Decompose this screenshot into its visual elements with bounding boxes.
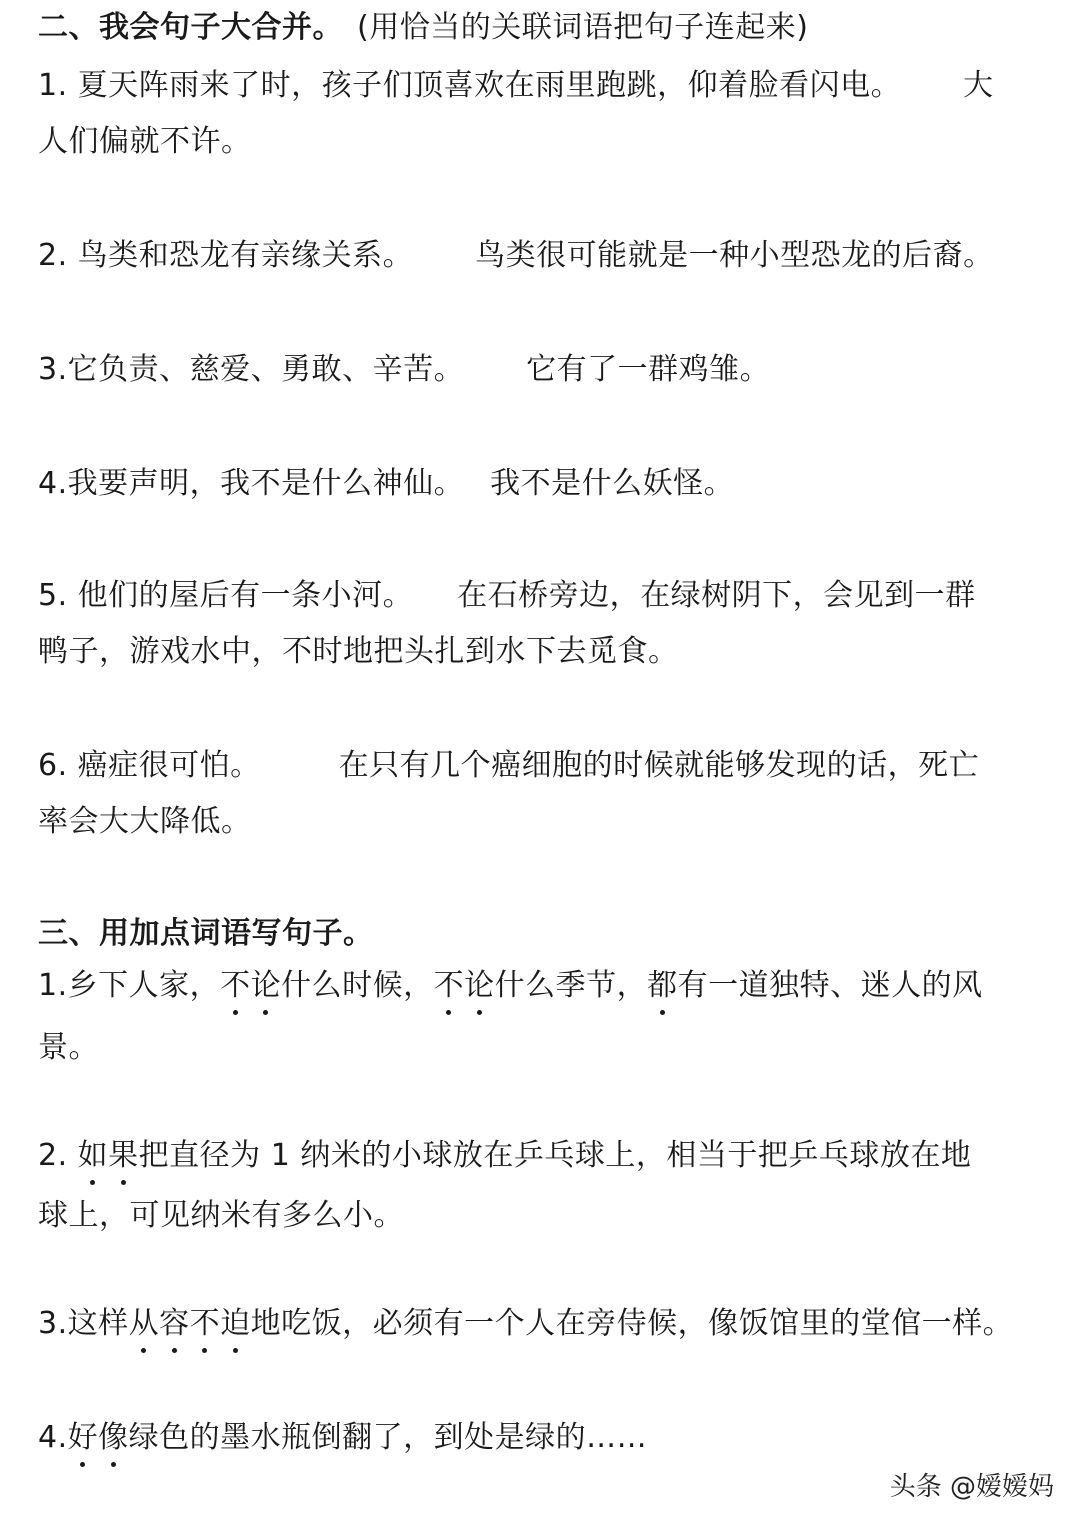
merge-item-1-sentence-b-end: 人们偏就不许。 bbox=[38, 124, 252, 159]
merge-item-2 bbox=[38, 236, 994, 276]
merge-item-5-sentence-a: 5. 他们的屋后有一条小河。 bbox=[38, 578, 414, 613]
merge-item-6-line-1 bbox=[38, 746, 979, 786]
section-3-heading bbox=[38, 914, 374, 954]
emphasis-dot-char: 论 bbox=[251, 966, 282, 1006]
section-2-instruction: (用恰当的关联词语把句子连起来) bbox=[357, 10, 809, 45]
merge-item-5-sentence-b-end: 鸭子，游戏水中，不时地把头扎到水下去觅食。 bbox=[38, 634, 679, 669]
emphasis-dot-char: 像 bbox=[98, 1418, 129, 1458]
emphasis-dot-char: 论 bbox=[464, 966, 495, 1006]
emphasis-dot-char: 迫 bbox=[220, 1304, 251, 1344]
merge-item-5-sentence-b-start: 在石桥旁边，在绿树阴下，会见到一群 bbox=[457, 578, 976, 613]
section-2-heading bbox=[38, 8, 808, 48]
dotted-word-bulun-1 bbox=[220, 968, 281, 1003]
dotted-item-4-number: 4. bbox=[38, 1420, 68, 1455]
merge-item-5-line-1 bbox=[38, 576, 976, 616]
merge-item-1-line-1 bbox=[38, 66, 994, 106]
emphasis-dot-char: 如 bbox=[78, 1136, 109, 1176]
merge-item-3 bbox=[38, 350, 770, 390]
emphasis-dot-char: 果 bbox=[108, 1136, 139, 1176]
merge-item-4-sentence-b: 我不是什么妖怪。 bbox=[490, 466, 735, 501]
dotted-item-4 bbox=[38, 1418, 647, 1458]
dotted-item-3 bbox=[38, 1304, 1013, 1344]
dotted-item-1-line-2 bbox=[38, 1028, 99, 1068]
merge-item-6-sentence-b-end: 率会大大降低。 bbox=[38, 804, 252, 839]
merge-item-6-sentence-b-start: 在只有几个癌细胞的时候就能够发现的话，死亡 bbox=[338, 748, 980, 783]
emphasis-dot-char: 好 bbox=[68, 1418, 99, 1458]
merge-item-5-line-2 bbox=[38, 632, 679, 672]
emphasis-dot-char: 不 bbox=[190, 1304, 221, 1344]
dotted-item-1-text-3: 什么季节， bbox=[494, 968, 648, 1003]
dotted-item-1-text-2: 什么时候， bbox=[281, 968, 434, 1003]
merge-item-6-sentence-a: 6. 癌症很可怕。 bbox=[38, 748, 261, 783]
dotted-item-4-text: 绿色的墨水瓶倒翻了，到处是绿的…… bbox=[128, 1420, 648, 1455]
emphasis-dot-char: 都 bbox=[647, 966, 678, 1006]
source-watermark: 头条 @嫒嫒妈 bbox=[889, 1472, 1054, 1502]
dotted-item-3-text-1: 3.这样 bbox=[38, 1306, 129, 1341]
merge-item-4-sentence-a: 4.我要声明，我不是什么神仙。 bbox=[38, 466, 465, 501]
dotted-word-bulun-2 bbox=[434, 968, 495, 1003]
merge-item-2-sentence-a: 2. 鸟类和恐龙有亲缘关系。 bbox=[38, 238, 414, 273]
dotted-word-haoxiang bbox=[68, 1420, 129, 1455]
emphasis-dot-char: 不 bbox=[434, 966, 465, 1006]
emphasis-dot-char: 不 bbox=[220, 966, 251, 1006]
merge-item-3-sentence-a: 3.它负责、慈爱、勇敢、辛苦。 bbox=[38, 352, 465, 387]
dotted-word-congrongbupo bbox=[129, 1306, 251, 1341]
merge-item-2-sentence-b: 鸟类很可能就是一种小型恐龙的后裔。 bbox=[475, 238, 994, 273]
merge-item-4 bbox=[38, 464, 734, 504]
dotted-item-1-text-end: 景。 bbox=[38, 1030, 99, 1065]
dotted-item-2-text: 把直径为 1 纳米的小球放在乒乓球上，相当于把乒乓球放在地 bbox=[138, 1138, 972, 1173]
section-2-title: 二、我会句子大合并。 bbox=[38, 10, 343, 45]
emphasis-dot-char: 容 bbox=[159, 1304, 190, 1344]
dotted-item-2-number: 2. bbox=[38, 1138, 78, 1173]
dotted-word-ruguo bbox=[78, 1138, 139, 1173]
merge-item-6-line-2 bbox=[38, 802, 252, 842]
dotted-item-1-line-1 bbox=[38, 966, 983, 1006]
merge-item-1-line-2 bbox=[38, 122, 252, 162]
merge-item-3-sentence-b: 它有了一群鸡雏。 bbox=[526, 352, 771, 387]
dotted-word-dou bbox=[647, 968, 678, 1003]
dotted-item-2-line-2 bbox=[38, 1196, 404, 1236]
emphasis-dot-char: 从 bbox=[129, 1304, 160, 1344]
dotted-item-1-text-1: 1.乡下人家， bbox=[38, 968, 221, 1003]
merge-item-1-sentence-b-start: 大 bbox=[963, 68, 994, 103]
dotted-item-2-line-1 bbox=[38, 1136, 971, 1176]
dotted-item-1-text-4: 有一道独特、迷人的风 bbox=[677, 968, 983, 1003]
dotted-item-3-text-2: 地吃饭，必须有一个人在旁侍候，像饭馆里的堂倌一样。 bbox=[250, 1306, 1014, 1341]
dotted-item-2-text-end: 球上，可见纳米有多么小。 bbox=[38, 1198, 404, 1233]
merge-item-1-sentence-a: 1. 夏天阵雨来了时，孩子们顶喜欢在雨里跑跳，仰着脸看闪电。 bbox=[38, 68, 902, 103]
section-3-title: 三、用加点词语写句子。 bbox=[38, 916, 374, 951]
